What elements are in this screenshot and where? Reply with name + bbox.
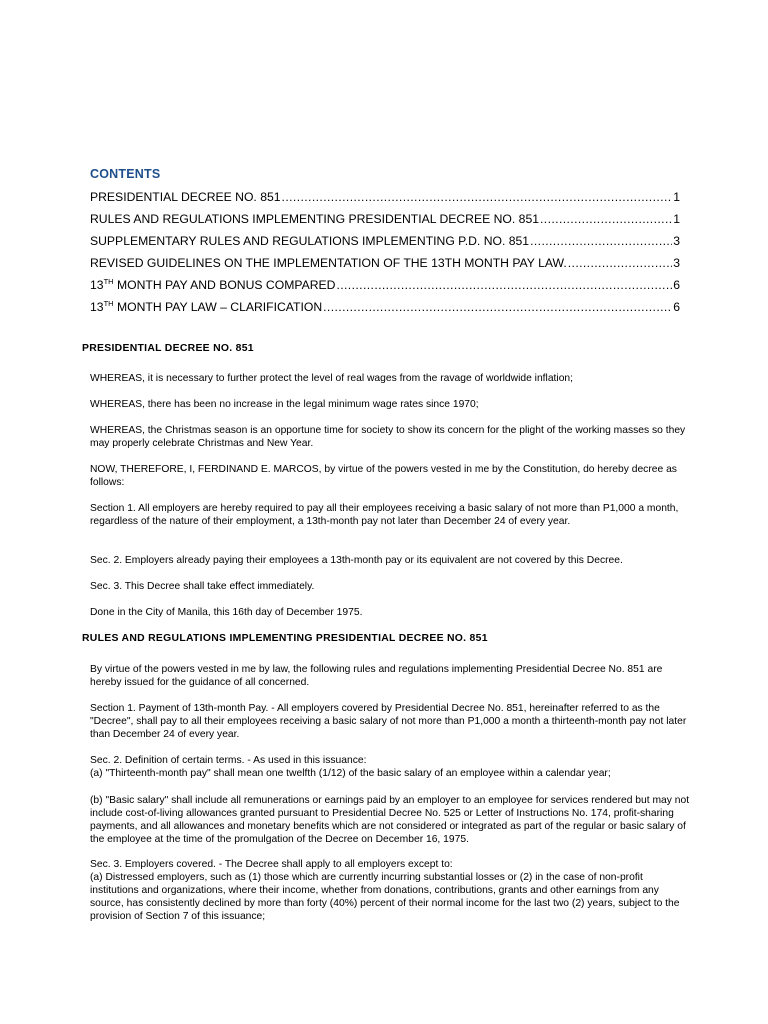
decree-paragraph: WHEREAS, it is necessary to further protect the level of real wages from the ravage of worldwide inflation; [90, 373, 574, 384]
decree-paragraph: NOW, THEREFORE, I, FERDINAND E. MARCOS, by virtue of the powers vested in me by the Constitution, do hereby decree as follows: [90, 464, 677, 488]
decree-paragraph: Sec. 2. Employers already paying their employees a 13th-month pay or its equivalent are not covered by this Decree. [90, 555, 623, 566]
toc-entry-rules-and-regulations[interactable] [90, 208, 680, 230]
toc-leader-dots [530, 230, 672, 252]
toc-leader-dots [540, 208, 672, 230]
toc-title-prefix: 13 [90, 300, 104, 314]
toc-leader-dots [282, 186, 673, 208]
toc-title-prefix: 13 [90, 278, 104, 292]
table-of-contents [90, 166, 680, 318]
rules-paragraph: By virtue of the powers vested in me by law, the following rules and regulations implementing Presidential Decree No. 851 are hereby issued for the guidance of all concerned. [90, 664, 663, 688]
toc-entry-title: REVISED GUIDELINES ON THE IMPLEMENTATION OF THE 13TH MONTH PAY LAW. [90, 256, 567, 270]
section-title-presidential-decree: PRESIDENTIAL DECREE NO. 851 [82, 343, 254, 354]
toc-entry-title [90, 274, 335, 296]
toc-entry-revised-guidelines[interactable] [90, 252, 680, 274]
toc-entry-pay-law-clarification[interactable] [90, 296, 680, 318]
toc-entry-title: RULES AND REGULATIONS IMPLEMENTING PRESIDENTIAL DECREE NO. 851 [90, 212, 540, 226]
toc-entry-pay-and-bonus-compared[interactable] [90, 274, 680, 296]
section-title-rules-and-regulations: RULES AND REGULATIONS IMPLEMENTING PRESIDENTIAL DECREE NO. 851 [82, 633, 488, 644]
toc-title-rest: MONTH PAY LAW – CLARIFICATION [113, 300, 323, 314]
toc-entry-title [90, 296, 322, 318]
decree-paragraph: Done in the City of Manila, this 16th day of December 1975. [90, 607, 363, 618]
toc-entry-title: PRESIDENTIAL DECREE NO. 851 [90, 190, 281, 204]
toc-entry-page: 3 [673, 256, 680, 270]
toc-entry-page: 6 [673, 278, 680, 292]
toc-entry-page: 6 [673, 300, 680, 314]
toc-leader-dots [323, 296, 672, 318]
rules-paragraph: Sec. 3. Employers covered. - The Decree shall apply to all employers except to: [90, 859, 453, 870]
toc-leader-dots [568, 252, 672, 274]
toc-title-superscript: TH [103, 299, 114, 308]
toc-entry-supplementary-rules[interactable] [90, 230, 680, 252]
rules-paragraph: (a) "Thirteenth-month pay" shall mean one twelfth (1/12) of the basic salary of an employee within a calendar year; [90, 768, 611, 779]
contents-heading: CONTENTS [90, 167, 161, 181]
decree-paragraph: WHEREAS, there has been no increase in the legal minimum wage rates since 1970; [90, 399, 479, 410]
rules-paragraph: Sec. 2. Definition of certain terms. - As used in this issuance: [90, 755, 367, 766]
decree-paragraph: Sec. 3. This Decree shall take effect immediately. [90, 581, 315, 592]
toc-entry-title: SUPPLEMENTARY RULES AND REGULATIONS IMPLEMENTING P.D. NO. 851 [90, 234, 530, 248]
rules-paragraph: (a) Distressed employers, such as (1) those which are currently incurring substantial losses or (2) in the case of non-profit institutions and organizations, where their income, whether from donations, contributions, grants and other earnings from any source, has consistently declined by more than forty (40%) percent of their normal income for the last two (2) years, subject to the provision of Section 7 of this issuance; [90, 872, 680, 922]
rules-paragraph: (b) "Basic salary" shall include all remunerations or earnings paid by an employer to an employee for services rendered but may not include cost-of-living allowances granted pursuant to Presidential Decree No. 525 or Letter of Instructions No. 174, profit-sharing payments, and all allowances and monetary benefits which are not considered or integrated as part of the regular or basic salary of the employee at the time of the promulgation of the Decree on December 16, 1975. [90, 795, 690, 845]
toc-title-rest: MONTH PAY AND BONUS COMPARED [113, 278, 336, 292]
toc-entry-page: 3 [673, 234, 680, 248]
toc-title-superscript: TH [103, 277, 114, 286]
toc-entry-page: 1 [673, 190, 680, 204]
decree-paragraph: Section 1. All employers are hereby required to pay all their employees receiving a basic salary of not more than P1,000 a month, regardless of the nature of their employment, a 13th-month pay not later than December 24 of every year. [90, 503, 679, 527]
decree-paragraph: WHEREAS, the Christmas season is an opportune time for society to show its concern for the plight of the working masses so they may properly celebrate Christmas and New Year. [90, 425, 686, 449]
toc-entry-page: 1 [673, 212, 680, 226]
toc-entry-presidential-decree[interactable] [90, 186, 680, 208]
rules-paragraph: Section 1. Payment of 13th-month Pay. - All employers covered by Presidential Decree No. 851, hereinafter referred to as the "Decree", shall pay to all their employees receiving a basic salary of not more than P1,000 a month a thirteenth-month pay not later than December 24 of every year. [90, 703, 687, 740]
toc-leader-dots [336, 274, 672, 296]
